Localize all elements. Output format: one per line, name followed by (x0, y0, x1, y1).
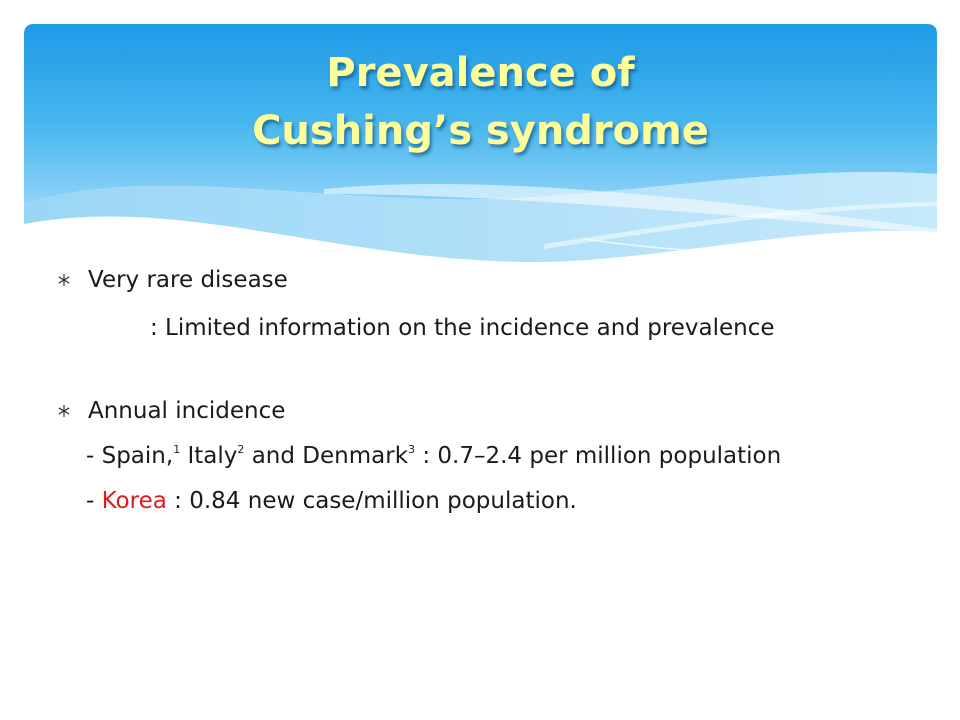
asterisk-icon (58, 274, 70, 286)
incidence-europe-denmark: and Denmark (244, 443, 409, 469)
reference-2: 2 (237, 443, 245, 456)
reference-3: 3 (408, 443, 416, 456)
bullet-very-rare-disease: Very rare disease (88, 267, 288, 293)
bullet-annual-incidence: Annual incidence (88, 398, 286, 424)
title-line-1: Prevalence of (326, 50, 635, 96)
detail-limited-information: : Limited information on the incidence and prevalence (150, 315, 775, 341)
incidence-korea-rate: : 0.84 new case/million population. (166, 488, 577, 514)
korea-highlight: Korea (101, 488, 167, 514)
incidence-europe-prefix: - Spain, (86, 443, 174, 469)
asterisk-icon (58, 405, 70, 417)
incidence-europe-rate: : 0.7–2.4 per million population (415, 443, 782, 469)
title-line-2: Cushing’s syndrome (252, 108, 709, 154)
incidence-europe (86, 441, 781, 471)
reference-1: 1 (173, 443, 181, 456)
incidence-europe-italy: Italy (180, 443, 238, 469)
incidence-korea-prefix: - (86, 488, 102, 514)
incidence-korea (86, 486, 577, 516)
